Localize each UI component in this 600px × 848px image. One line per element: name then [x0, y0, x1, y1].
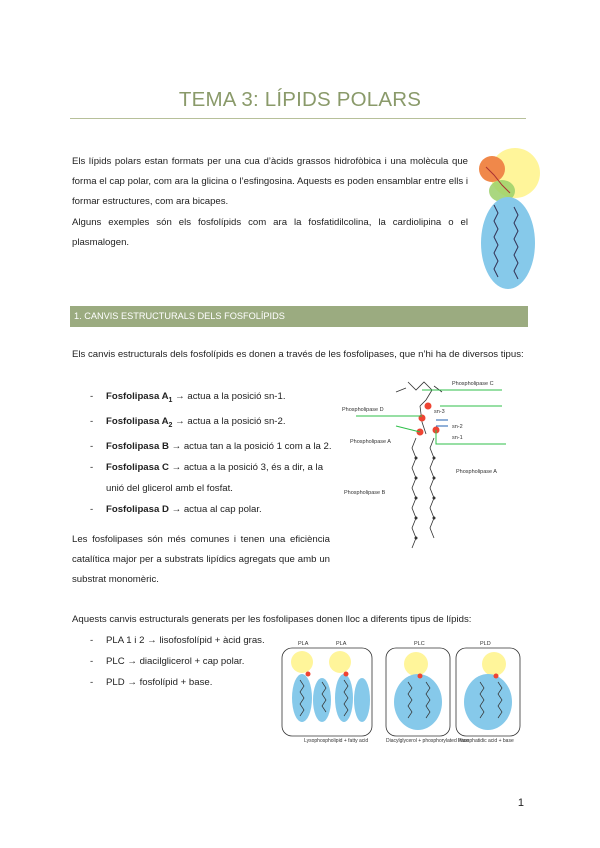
- header-pla1: PLA: [298, 641, 309, 647]
- label-phospholipase-d: Phospholipase D: [342, 407, 384, 413]
- caption-pld: Phosphatidic acid + base: [458, 738, 514, 744]
- products-list: [72, 630, 292, 693]
- enzyme-item: - Fosfolipasa B → actua tan a la posició 1 com a la 2.: [90, 440, 332, 452]
- label-phospholipase-b: Phospholipase B: [344, 490, 386, 496]
- caption-pla: Lysophospholipid + fatty acid: [304, 738, 369, 744]
- phospholipase-products-diagram: [274, 636, 528, 748]
- enzyme-item: - Fosfolipasa C → actua a la posició 3, és a dir, a la unió del glicerol amb el fosfat.: [90, 461, 324, 494]
- page-number: 1: [517, 797, 524, 809]
- product-item: - PLA 1 i 2 → lisofosfolípid + àcid gras.: [90, 635, 265, 646]
- label-phospholipase-a2: Phospholipase A: [350, 439, 391, 445]
- cleavage-site-d: [425, 403, 432, 410]
- intro-paragraph-1: Els lípids polars estan formats per una cua d’àcids grassos hidrofòbica i una molècula que forma el cap polar, com ara la glicina o l’esfingosina. Aquests es poden ensamblar entre ells i formar estructures, com ara bicapes.: [72, 156, 468, 207]
- label-sn3: sn-3: [434, 409, 445, 415]
- enzyme-item: - Fosfolipasa $A_2$ → actua a la posició sn-2.: [90, 415, 286, 429]
- page-title: TEMA 3: LÍPIDS POLARS: [178, 88, 422, 111]
- products-lead: Aquests canvis estructurals generats per les fosfolipases donen lloc a diferents tipus de lípids:: [72, 614, 472, 625]
- enzyme-item: - Fosfolipasa $A_1$ → actua a la posició sn-1.: [90, 391, 286, 404]
- header-pld: PLD: [480, 641, 491, 647]
- label-phospholipase-a1: Phospholipase A: [456, 469, 497, 475]
- label-sn1: sn-1: [452, 435, 463, 441]
- enzyme-item: - Fosfolipasa D → actua al cap polar.: [90, 503, 262, 515]
- polar-lipid-figure: [472, 145, 544, 291]
- product-item: - PLC → diacilglicerol + cap polar.: [90, 656, 245, 667]
- polar-head-shape: [479, 156, 505, 182]
- section-heading-1: 1. CANVIS ESTRUCTURALS DELS FOSFOLÍPIDS: [70, 306, 528, 327]
- header-pla2: PLA: [336, 641, 347, 647]
- caption-plc: Diacylglycerol + phosphorylated base: [386, 738, 469, 744]
- fatty-acid-tail-shape: [481, 197, 535, 289]
- product-item: - PLD → fosfolípid + base.: [90, 677, 213, 688]
- enzyme-list: [72, 386, 334, 520]
- phospholipase-sites-diagram: [336, 376, 532, 556]
- label-sn2: sn-2: [452, 424, 463, 430]
- header-plc: PLC: [414, 641, 425, 647]
- section1-closing: Les fosfolipases són més comunes i tenen una eficiència catalítica major per a substrats lipídics agregats que amb un substrat monomèric.: [72, 534, 330, 585]
- label-phospholipase-c: Phospholipase C: [452, 381, 494, 387]
- section1-lead: Els canvis estructurals dels fosfolípids es donen a través de les fosfolipases, que n’hi ha de diversos tipus:: [72, 349, 524, 360]
- title-divider: [70, 118, 526, 119]
- intro-paragraph-2: Alguns exemples són els fosfolípids com ara la fosfatidilcolina, la cardiolipina o el plasmalogen.: [72, 217, 468, 248]
